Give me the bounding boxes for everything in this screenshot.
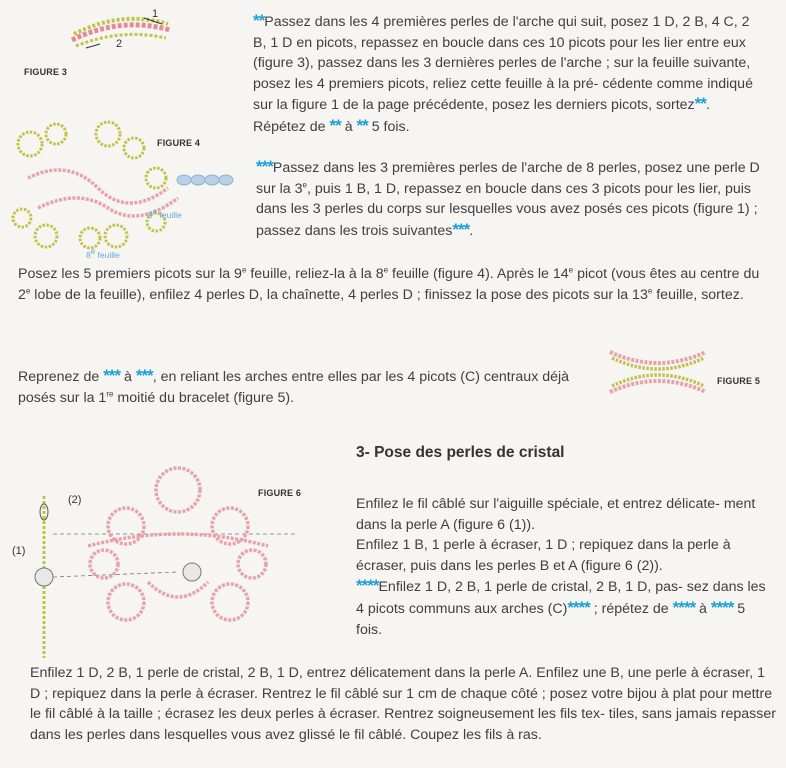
figure-5-label: FIGURE 5 [717, 376, 761, 386]
figure-3-illustration [66, 8, 176, 60]
paragraph-5-text-b: Enfilez 1 B, 1 perle à écraser, 1 D ; repiquez dans la perle à écraser, puis dans les perles B et A (figure 6 (2)). [356, 537, 731, 574]
leaf-9-word: feuille [157, 210, 182, 220]
triple-star-marker: *** [103, 366, 121, 385]
paragraph-4 [18, 366, 588, 408]
double-star-marker: ** [253, 11, 265, 30]
paragraph-3-text-f: feuille, sortez. [652, 286, 744, 303]
paragraph-3-sup-3: e [568, 265, 574, 275]
paragraph-5-text-a: Enfilez le fil câblé sur l'aiguille spéciale, et entrez délicate- ment dans la perle A (figure 6 (1)). [356, 496, 756, 533]
double-star-marker: ** [356, 115, 368, 135]
figure-6-label: FIGURE 6 [258, 488, 302, 498]
paragraph-1-text: Passez dans les 4 premières perles de l'arche qui suit, posez 1 D, 2 B, 4 C, 2 B, 1 D en picots, repassez en boucle dans ces 10 picots pour les lier entre eux (figure 3), passez dans les 3 dernières perles de l'arche ; sur la feuille suivante, posez les 4 premiers picots, reliez cette feuille à la pré- cédente comme indiqué sur la figure 1 de la page précédente, posez les derniers picots, sortez [253, 14, 753, 114]
leaf-9-number: 9 [148, 210, 153, 220]
figure-5-illustration [606, 344, 710, 400]
paragraph-2 [256, 157, 764, 241]
paragraph-3-sup-5: e [647, 285, 653, 295]
quadruple-star-marker: **** [672, 597, 696, 617]
paragraph-1-text-c: à [340, 118, 357, 135]
paragraph-5-text-d: ; répétez de [589, 600, 673, 617]
figure-3-number-1: 1 [152, 8, 159, 20]
leaf-8-word: feuille [95, 250, 120, 260]
paragraph-3-text-d: picot (vous êtes au centre du 2 [18, 266, 760, 303]
paragraph-2-text-c: . [469, 222, 474, 239]
quadruple-star-marker: **** [356, 576, 379, 596]
triple-star-marker: *** [452, 219, 470, 239]
figure-4-label: FIGURE 4 [157, 138, 201, 148]
figure-3-label: FIGURE 3 [24, 67, 68, 77]
leaf-8-number: 8 [86, 250, 91, 260]
leaf-8-label [86, 247, 120, 260]
paragraph-2-sup: e [302, 179, 307, 189]
figure-6-number-1: (1) [12, 545, 26, 557]
paragraph-5-text-e: à [695, 600, 711, 617]
double-star-marker: ** [694, 94, 706, 114]
figure-6-number-2: (2) [68, 494, 82, 506]
quadruple-star-marker: **** [567, 597, 590, 617]
paragraph-1-text-b: . Répétez de [253, 97, 710, 135]
paragraph-3-sup-2: e [383, 265, 389, 275]
double-star-marker: ** [329, 115, 341, 135]
paragraph-4-text-b: à [120, 369, 136, 385]
triple-star-marker: *** [256, 157, 273, 176]
figure-3-number-2: 2 [116, 38, 123, 50]
paragraph-3-sup-1: e [241, 265, 247, 275]
quadruple-star-marker: **** [710, 597, 734, 617]
leaf-9-label [148, 207, 182, 220]
paragraph-4-sup: re [106, 388, 114, 398]
figure-4-illustration [8, 118, 244, 258]
paragraph-3-text-b: feuille, reliez-la à la 8 [246, 266, 384, 282]
leaf-8-sup: e [90, 247, 96, 257]
paragraph-5-text-f: 5 fois. [356, 600, 746, 638]
paragraph-3-text-a: Posez les 5 premiers picots sur la 9 [18, 266, 242, 282]
triple-star-marker: *** [135, 366, 153, 385]
paragraph-1-text-d: 5 fois. [367, 118, 410, 135]
paragraph-3 [18, 264, 774, 305]
paragraph-3-text-e: lobe de la feuille), enfilez 4 perles D, la chaînette, 4 perles D ; finissez la pose des picots sur la 13 [30, 286, 648, 303]
paragraph-4-text-d: moitié du bracelet (figure 5). [113, 389, 295, 406]
paragraph-3-sup-4: e [25, 285, 31, 295]
paragraph-6: Enfilez 1 D, 2 B, 1 perle de cristal, 2 B, 1 D, entrez délicatement dans la perle A. Enfilez une B, une perle à écraser, 1 D ; repiquez dans la perle à écraser. Rentrez le fil câblé sur 1 cm de chaque côté ; posez votre bijou à plat pour mettre le fil câblé à la taille ; écrasez les deux perles à écraser. Rentrez soigneusement les fils tex- tiles, sans jamais repasser dans les perles dans lesquelles vous avez glissé le fil câblé. Coupez les fils à ras. [30, 665, 776, 743]
paragraph-2-text-b: , puis 1 B, 1 D, repassez en boucle dans ces 3 picots pour les lier, puis dans les 3 perles du corps sur lesquelles vous avez posés ces picots (figure 1) ; passez dans les trois suivantes [256, 180, 758, 239]
paragraph-5 [356, 494, 774, 640]
paragraph-1 [253, 11, 763, 138]
paragraph-2-text: Passez dans les 3 premières perles de l'arche de 8 perles, posez une perle D sur la 3 [256, 160, 760, 197]
paragraph-4-text-c: , en reliant les arches entre elles par les 4 picots (C) centraux déjà posés sur la 1 [18, 369, 570, 406]
paragraph-5-text-c: Enfilez 1 D, 2 B, 1 perle de cristal, 2 B, 1 D, pas- sez dans les 4 picots communs aux arches (C) [356, 579, 766, 617]
paragraph-3-text-c: feuille (figure 4). Après le 14 [388, 266, 569, 282]
leaf-9-sup: e [152, 207, 158, 217]
section-heading: 3- Pose des perles de cristal [356, 444, 565, 461]
paragraph-4-text-a: Reprenez de [18, 369, 104, 385]
